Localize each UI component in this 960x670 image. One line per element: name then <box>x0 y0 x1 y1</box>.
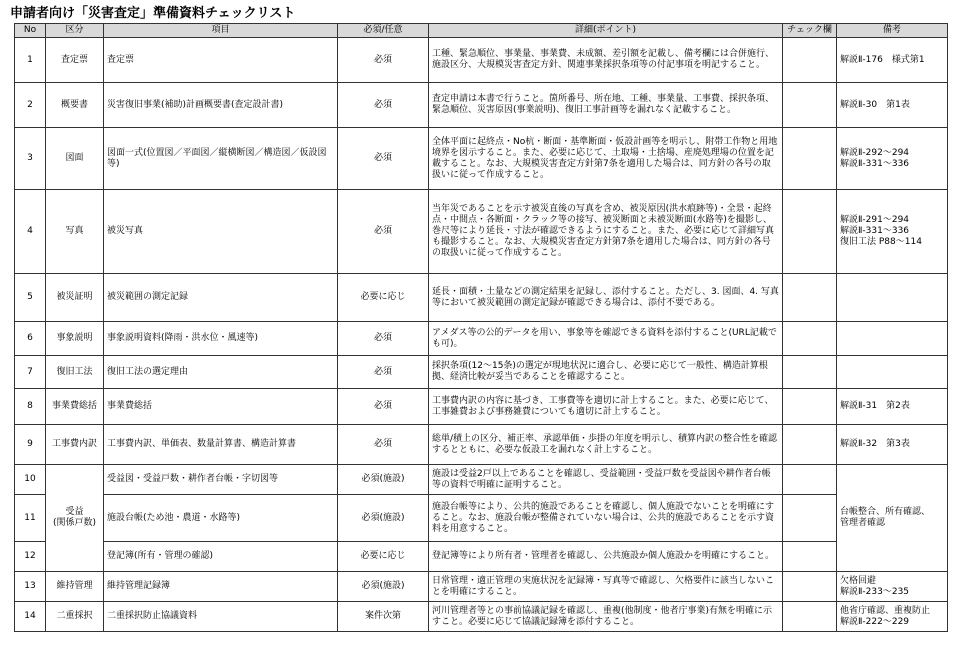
row-detail: 採択条項(12～15条)の選定が現地状況に適合し、必要に応じて一般性、構造計算根拠、経済比較が妥当であることを確認すること。 <box>429 356 783 389</box>
table-row <box>15 83 948 128</box>
row-detail: 登記簿等により所有者・管理者を確認し、公共施設か個人施設かを明確にすること。 <box>429 542 783 572</box>
row-remarks: 解説Ⅱ-30 第1表 <box>837 83 948 128</box>
row-required: 案件次第 <box>338 602 429 632</box>
row-remarks: 解説Ⅱ-176 様式第1 <box>837 38 948 83</box>
row-category: 写真 <box>46 190 104 274</box>
row-required: 必須(施設) <box>338 495 429 542</box>
col-header-category: 区分 <box>46 24 104 38</box>
row-item: 維持管理記録簿 <box>104 572 338 602</box>
table-row <box>15 495 948 542</box>
row-detail: 全体平面に起終点・No杭・断面・基準断面・仮設計画等を明示し、附帯工作物と用地境界を図示すること。また、必要に応じて、土取場・土捨場、産廃処理場の位置を記載すること。なお、大規模災害査定方針第7条を適用した場合は、同方針の各号の取扱いに従って作成すること。 <box>429 128 783 190</box>
row-check-cell[interactable] <box>783 38 837 83</box>
row-remarks: 解説Ⅱ-31 第2表 <box>837 389 948 425</box>
row-no: 13 <box>15 572 46 602</box>
row-required: 必要に応じ <box>338 274 429 322</box>
row-check-cell[interactable] <box>783 542 837 572</box>
row-required: 必要に応じ <box>338 542 429 572</box>
row-detail: 延長・面積・土量などの測定結果を記録し、添付すること。ただし、3. 図面、4. 写真等において被災範囲の測定記録が確認できる場合は、添付不要である。 <box>429 274 783 322</box>
row-category-group: 受益 (関係戸数) <box>46 465 104 572</box>
table-row <box>15 602 948 632</box>
col-header-item: 項目 <box>104 24 338 38</box>
checklist-table <box>14 23 948 632</box>
row-check-cell[interactable] <box>783 465 837 495</box>
row-item: 図面一式(位置図／平面図／縦横断図／構造図／仮設図等) <box>104 128 338 190</box>
row-no: 7 <box>15 356 46 389</box>
row-detail: 工事費内訳の内容に基づき、工事費等を適切に計上すること。また、必要に応じて、工事雑費および事務雑費についても適切に計上すること。 <box>429 389 783 425</box>
row-category: 工事費内訳 <box>46 425 104 465</box>
row-item: 登記簿(所有・管理の確認) <box>104 542 338 572</box>
row-check-cell[interactable] <box>783 128 837 190</box>
table-row <box>15 274 948 322</box>
row-check-cell[interactable] <box>783 425 837 465</box>
row-item: 災害復旧事業(補助)計画概要書(査定設計書) <box>104 83 338 128</box>
row-check-cell[interactable] <box>783 356 837 389</box>
row-required: 必須 <box>338 322 429 356</box>
row-required: 必須 <box>338 38 429 83</box>
row-category: 復旧工法 <box>46 356 104 389</box>
row-item: 査定票 <box>104 38 338 83</box>
row-required: 必須(施設) <box>338 572 429 602</box>
row-check-cell[interactable] <box>783 495 837 542</box>
row-required: 必須 <box>338 389 429 425</box>
row-no: 10 <box>15 465 46 495</box>
row-no: 4 <box>15 190 46 274</box>
col-header-remarks: 備考 <box>837 24 948 38</box>
row-remarks: 欠格回避 解説Ⅱ-233～235 <box>837 572 948 602</box>
table-row <box>15 425 948 465</box>
row-remarks <box>837 274 948 322</box>
row-remarks: 他省庁確認、重複防止 解説Ⅱ-222～229 <box>837 602 948 632</box>
row-required: 必須 <box>338 190 429 274</box>
table-row <box>15 322 948 356</box>
row-no: 5 <box>15 274 46 322</box>
row-category: 概要書 <box>46 83 104 128</box>
row-category: 維持管理 <box>46 572 104 602</box>
row-required: 必須 <box>338 356 429 389</box>
row-check-cell[interactable] <box>783 389 837 425</box>
row-detail: 工種、緊急順位、事業量、事業費、未成額、差引額を記載し、備考欄には合併施行、施設区分、大規模災害査定方針、関連事業採択条項等の付記事項を明記すること。 <box>429 38 783 83</box>
row-required: 必須 <box>338 83 429 128</box>
col-header-check: チェック欄 <box>783 24 837 38</box>
table-row <box>15 572 948 602</box>
row-category: 二重採択 <box>46 602 104 632</box>
row-remarks: 解説Ⅱ-291～294 解説Ⅱ-331～336 復旧工法 P88～114 <box>837 190 948 274</box>
table-row <box>15 38 948 83</box>
row-detail: 河川管理者等との事前協議記録を確認し、重複(他制度・他者庁事業)有無を明確に示すこと。必要に応じて協議記録簿を添付すること。 <box>429 602 783 632</box>
row-category: 査定票 <box>46 38 104 83</box>
row-category: 事業費総括 <box>46 389 104 425</box>
row-no: 6 <box>15 322 46 356</box>
row-check-cell[interactable] <box>783 572 837 602</box>
table-row <box>15 128 948 190</box>
row-required: 必須 <box>338 425 429 465</box>
row-item: 受益図・受益戸数・耕作者台帳・字切図等 <box>104 465 338 495</box>
row-remarks: 解説Ⅱ-32 第3表 <box>837 425 948 465</box>
row-category: 事象説明 <box>46 322 104 356</box>
row-category: 被災証明 <box>46 274 104 322</box>
row-no: 2 <box>15 83 46 128</box>
row-check-cell[interactable] <box>783 83 837 128</box>
table-row <box>15 389 948 425</box>
row-no: 8 <box>15 389 46 425</box>
row-detail: 施設は受益2戸以上であることを確認し、受益範囲・受益戸数を受益図や耕作者台帳等の資料で明確に証明すること。 <box>429 465 783 495</box>
row-item: 被災範囲の測定記録 <box>104 274 338 322</box>
page-title: 申請者向け「災害査定」準備資料チェックリスト <box>10 6 296 21</box>
row-no: 11 <box>15 495 46 542</box>
table-row <box>15 465 948 495</box>
col-header-detail: 詳細(ポイント) <box>429 24 783 38</box>
row-required: 必須(施設) <box>338 465 429 495</box>
col-header-required: 必須/任意 <box>338 24 429 38</box>
row-item: 二重採択防止協議資料 <box>104 602 338 632</box>
row-item: 施設台帳(ため池・農道・水路等) <box>104 495 338 542</box>
row-required: 必須 <box>338 128 429 190</box>
row-item: 被災写真 <box>104 190 338 274</box>
table-row <box>15 356 948 389</box>
row-check-cell[interactable] <box>783 322 837 356</box>
row-remarks <box>837 322 948 356</box>
table-header-row <box>15 24 948 38</box>
row-check-cell[interactable] <box>783 602 837 632</box>
row-remarks-group: 台帳整合、所有確認、 管理者確認 <box>837 465 948 572</box>
row-no: 12 <box>15 542 46 572</box>
row-check-cell[interactable] <box>783 274 837 322</box>
row-category: 図面 <box>46 128 104 190</box>
row-item: 事業費総括 <box>104 389 338 425</box>
row-detail: 日常管理・適正管理の実施状況を記録簿・写真等で確認し、欠格要件に該当しないことを明確にすること。 <box>429 572 783 602</box>
row-item: 工事費内訳、単価表、数量計算書、構造計算書 <box>104 425 338 465</box>
row-no: 14 <box>15 602 46 632</box>
row-no: 3 <box>15 128 46 190</box>
row-detail: 施設台帳等により、公共的施設であることを確認し、個人施設でないことを明確にすること。なお、施設台帳が整備されていない場合は、公共的施設であることを示す資料を用意すること。 <box>429 495 783 542</box>
row-item: 事象説明資料(降雨・洪水位・風速等) <box>104 322 338 356</box>
row-no: 9 <box>15 425 46 465</box>
row-remarks: 解説Ⅱ-292～294 解説Ⅱ-331～336 <box>837 128 948 190</box>
row-check-cell[interactable] <box>783 190 837 274</box>
row-detail: アメダス等の公的データを用い、事象等を確認できる資料を添付すること(URL記載でも可)。 <box>429 322 783 356</box>
table-row <box>15 542 948 572</box>
row-remarks <box>837 356 948 389</box>
row-detail: 総単/積上の区分、補正率、承認単価・歩掛の年度を明示し、積算内訳の整合性を確認するとともに、必要な仮設工を漏れなく計上すること。 <box>429 425 783 465</box>
row-no: 1 <box>15 38 46 83</box>
table-row <box>15 190 948 274</box>
row-item: 復旧工法の選定理由 <box>104 356 338 389</box>
col-header-no: No <box>15 24 46 38</box>
row-detail: 当年災であることを示す被災直後の写真を含め、被災原因(洪水痕跡等)・全景・起終点・中間点・各断面・クラック等の接写、被災断面と未被災断面(水路等)を撮影し、巻尺等により延長・寸法が確認できるようにすること。また、必要に応じて詳細写真も撮影すること。なお、大規模災害査定方針第7条を適用した場合は、同方針の各号の取扱いに従って作成すること。 <box>429 190 783 274</box>
row-detail: 査定申請は本書で行うこと。箇所番号、所在地、工種、事業量、工事費、採択条項、緊急順位、災害原因(事業説明)、復旧工事計画等を漏れなく記載すること。 <box>429 83 783 128</box>
